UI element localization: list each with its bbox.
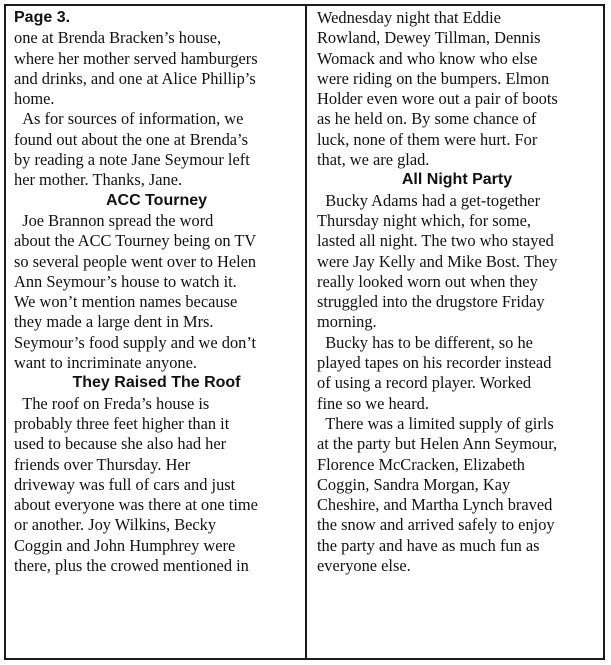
text-line: they made a large dent in Mrs. [14, 312, 214, 332]
text-line: Cheshire, and Martha Lynch braved [317, 495, 553, 515]
text-line: Holder even wore out a pair of boots [317, 89, 558, 109]
section-heading-all-night-party: All Night Party [401, 171, 513, 189]
text-line: Rowland, Dewey Tillman, Dennis [317, 28, 541, 48]
section-heading-acc-tourney: ACC Tourney [105, 191, 208, 209]
text-line: probably three feet higher than it [14, 413, 230, 433]
text-line: were Jay Kelly and Mike Bost. They [317, 251, 558, 271]
text-line: one at Brenda Bracken’s house, [14, 28, 222, 48]
text-line: There was a limited supply of girls [317, 413, 554, 433]
page-label: Page 3. [14, 9, 71, 26]
text-line: Ann Seymour’s house to watch it. [14, 271, 237, 291]
text-line: by reading a note Jane Seymour left [14, 150, 250, 170]
text-line: and drinks, and one at Alice Phillip’s [14, 68, 256, 88]
text-line: fine so we heard. [317, 393, 429, 413]
text-line: luck, none of them were hurt. For [317, 129, 538, 149]
text-line: there, plus the crowed mentioned in [14, 556, 249, 576]
paragraph [317, 333, 597, 414]
text-line: as he held on. By some chance of [317, 109, 537, 129]
right-column [307, 6, 603, 658]
paragraph [14, 394, 299, 577]
text-line: really looked worn out when they [317, 271, 538, 291]
text-line: where her mother served hamburgers [14, 48, 258, 68]
text-line: her mother. Thanks, Jane. [14, 170, 183, 190]
text-line: found out about the one at Brenda’s [14, 129, 248, 149]
paragraph [14, 109, 299, 190]
text-line: of using a record player. Worked [317, 373, 532, 393]
text-line: so several people went over to Helen [14, 251, 257, 271]
text-line: lasted all night. The two who stayed [317, 231, 554, 251]
text-line: driveway was full of cars and just [14, 474, 236, 494]
text-line: Bucky has to be different, so he [317, 332, 533, 352]
text-line: Thursday night which, for some, [317, 210, 531, 230]
text-line: struggled into the drugstore Friday [317, 292, 545, 312]
text-line: Womack and who know who else [317, 48, 538, 68]
text-line: at the party but Helen Ann Seymour, [317, 434, 558, 454]
text-line: The roof on Freda’s house is [14, 393, 210, 413]
text-line: or another. Joy Wilkins, Becky [14, 515, 217, 535]
text-line: Coggin, Sandra Morgan, Kay [317, 474, 511, 494]
paragraph [317, 8, 597, 170]
text-line: played tapes on his recorder instead [317, 353, 552, 373]
paragraph [14, 211, 299, 373]
text-line: Florence McCracken, Elizabeth [317, 454, 525, 474]
text-line: Wednesday night that Eddie [317, 8, 501, 27]
text-line: used to because she also had her [14, 434, 227, 454]
text-line: that, we are glad. [317, 150, 430, 170]
text-line: Joe Brannon spread the word [14, 210, 214, 230]
text-line: everyone else. [317, 556, 411, 576]
text-line: were riding on the bumpers. Elmon [317, 68, 550, 88]
text-line: Coggin and John Humphrey were [14, 535, 236, 555]
paragraph [317, 414, 597, 576]
newsletter-page [4, 4, 605, 660]
text-line: about the ACC Tourney being on TV [14, 231, 257, 251]
text-line: Seymour’s food supply and we don’t [14, 332, 257, 352]
text-line: the snow and arrived safely to enjoy [317, 515, 555, 535]
text-line: Bucky Adams had a get-together [317, 190, 541, 210]
paragraph [14, 28, 299, 109]
text-line: friends over Thursday. Her [14, 454, 191, 474]
text-line: morning. [317, 312, 377, 332]
text-line: about everyone was there at one time [14, 495, 258, 515]
left-column [6, 6, 307, 658]
text-line: As for sources of information, we [14, 109, 244, 129]
paragraph [317, 191, 597, 333]
text-line: the party and have as much fun as [317, 535, 540, 555]
section-heading-raised-roof: They Raised The Roof [72, 374, 241, 392]
text-line: want to incriminate anyone. [14, 353, 197, 373]
text-line: home. [14, 89, 55, 109]
text-line: We won’t mention names because [14, 292, 238, 312]
